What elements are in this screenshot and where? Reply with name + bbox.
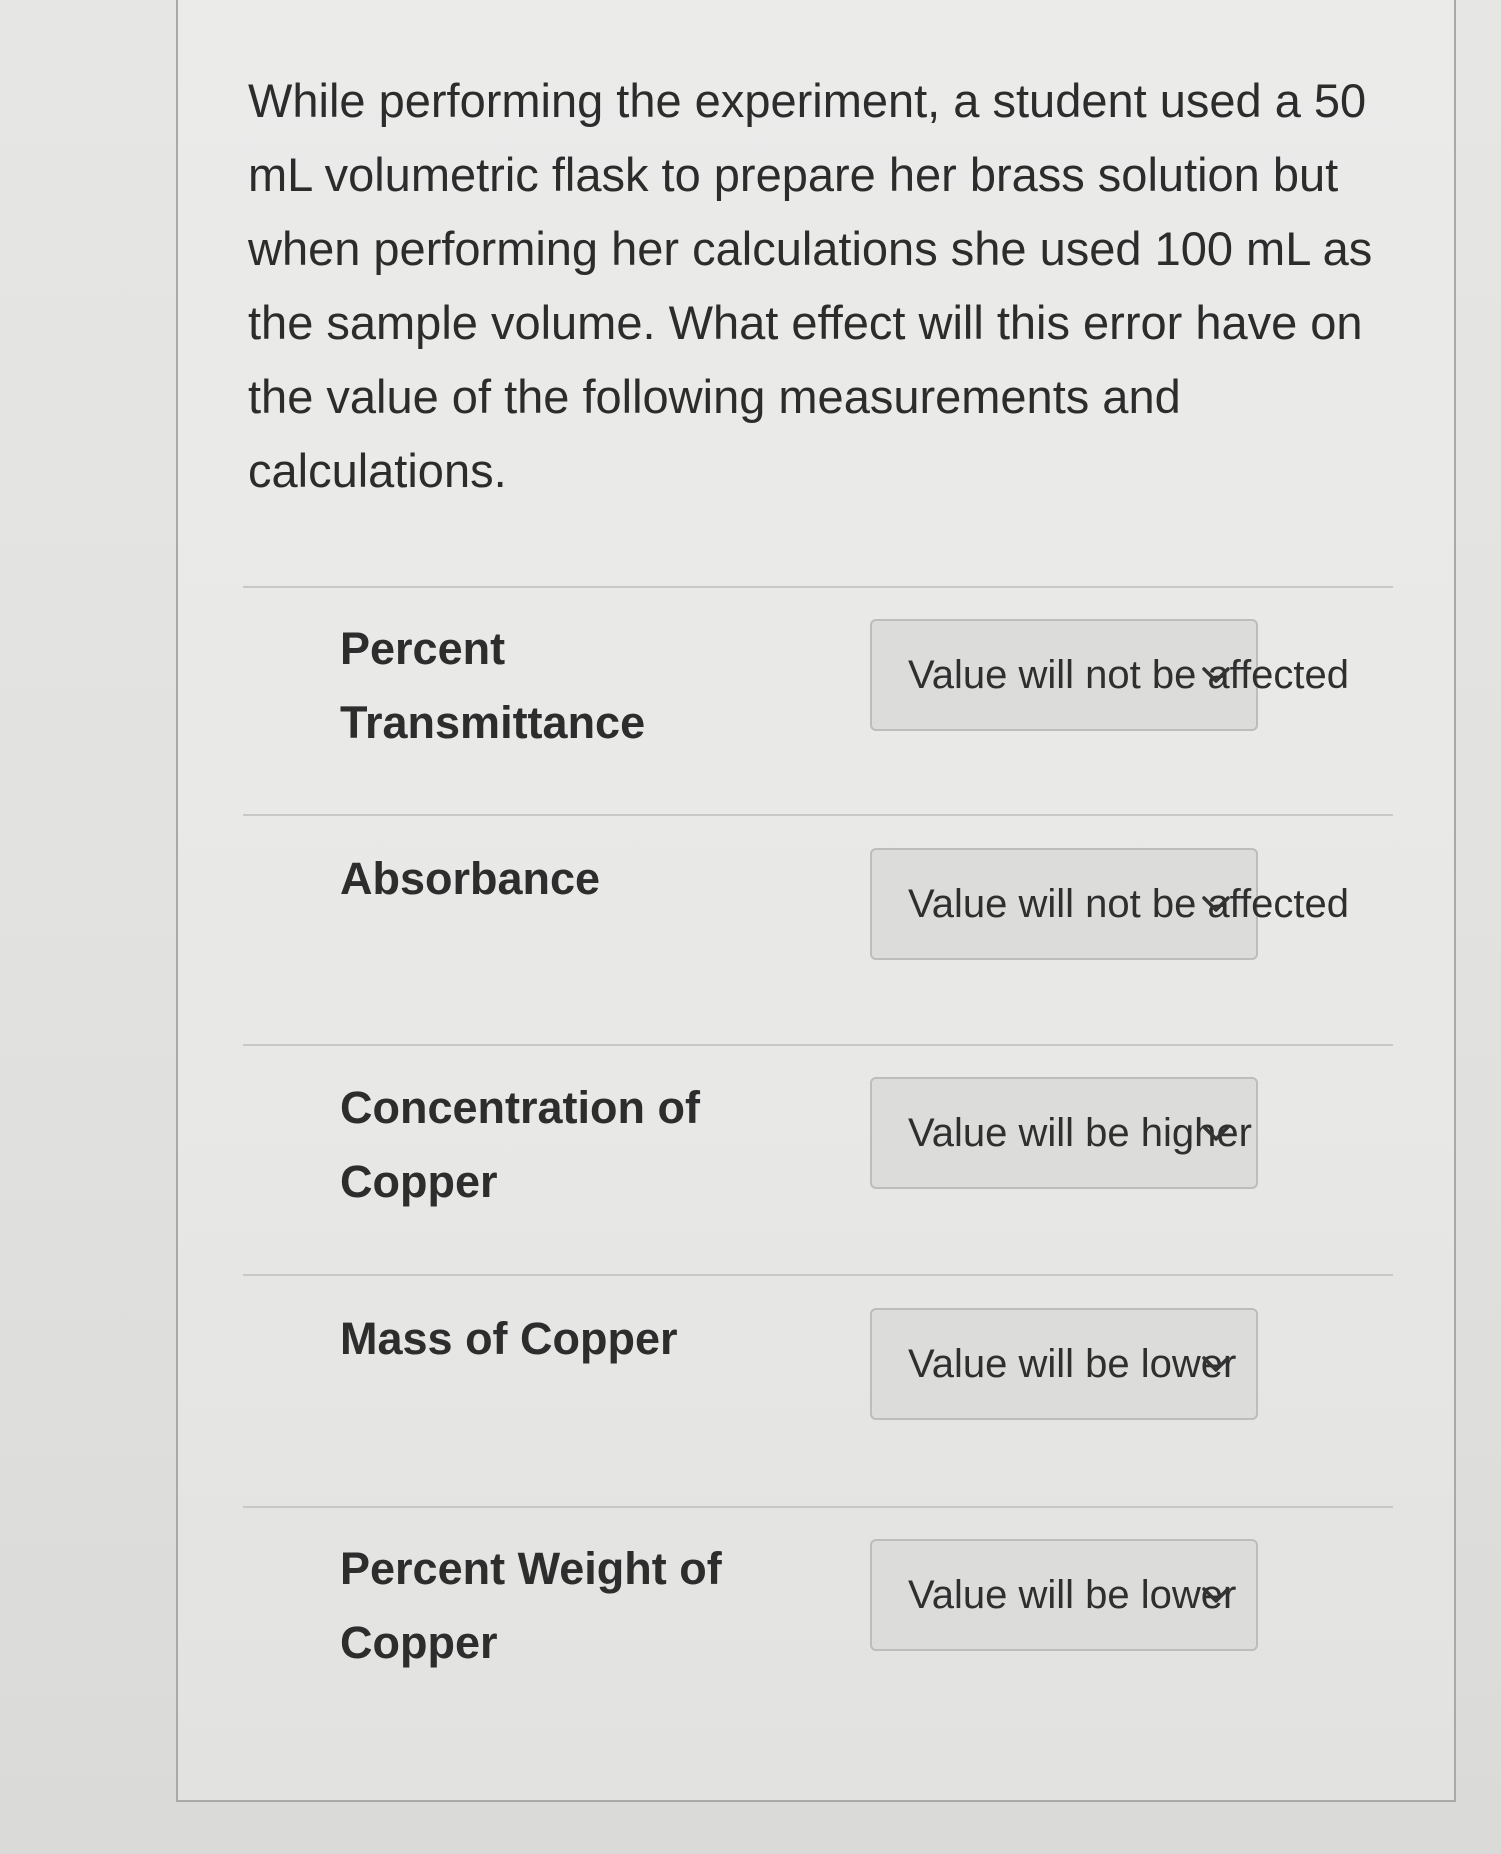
row-divider (243, 586, 1393, 588)
select-value: Value will not be affected (908, 653, 1350, 697)
question-card (176, 0, 1456, 1802)
row-label-absorbance: Absorbance (340, 853, 601, 904)
row-divider (243, 1506, 1393, 1508)
chevron-down-icon (1196, 1340, 1236, 1388)
select-mass-of-copper[interactable] (870, 1308, 1258, 1420)
chevron-down-icon (1196, 1571, 1236, 1619)
row-label-mass-of-copper: Mass of Copper (340, 1313, 678, 1364)
row-label-concentration-of-copper: Concentration of Copper (340, 1082, 700, 1207)
row-label-percent-weight-of-copper: Percent Weight of Copper (340, 1543, 722, 1668)
select-percent-transmittance[interactable] (870, 619, 1350, 731)
select-value: Value will be lower (908, 1342, 1237, 1386)
select-value: Value will be higher (908, 1111, 1252, 1155)
select-value: Value will not be affected (908, 882, 1350, 926)
row-divider (243, 1274, 1393, 1276)
chevron-down-icon (1196, 880, 1236, 928)
select-concentration-of-copper[interactable] (870, 1077, 1258, 1189)
select-absorbance[interactable] (870, 848, 1350, 960)
row-divider (243, 814, 1393, 816)
row-label-percent-transmittance: Percent Transmittance (340, 623, 646, 748)
row-divider (243, 1044, 1393, 1046)
question-prompt: While performing the experiment, a student used a 50 mL volumetric flask to prepare her brass solution but when performing her calculations she used 100 mL as the sample volume. What effect will this error have on the value of the following measurements and calculations. (248, 74, 1373, 497)
chevron-down-icon (1196, 651, 1236, 699)
select-percent-weight-of-copper[interactable] (870, 1539, 1258, 1651)
chevron-down-icon (1196, 1109, 1236, 1157)
select-value: Value will be lower (908, 1573, 1237, 1617)
